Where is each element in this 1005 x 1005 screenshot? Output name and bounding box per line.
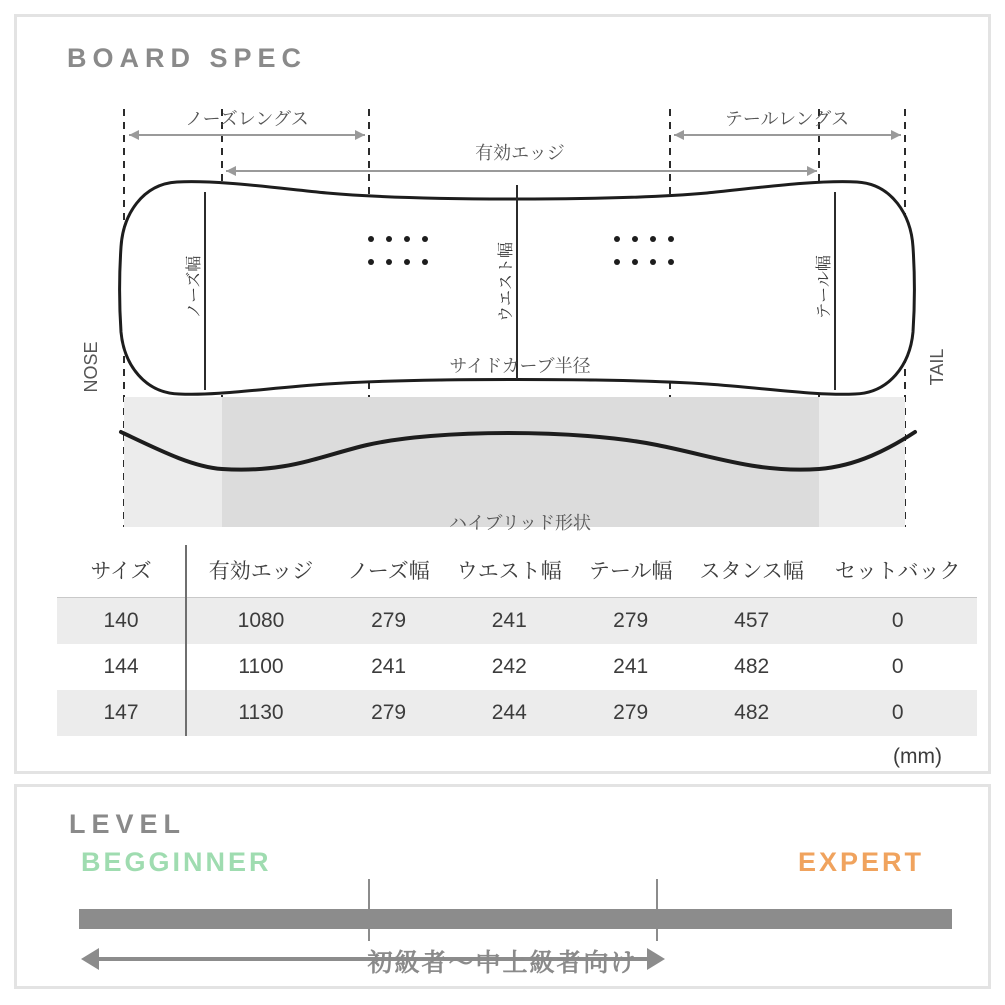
label-nose-width: ノーズ幅	[186, 255, 203, 319]
table-row	[57, 690, 977, 736]
cell-tail-width: 241	[613, 655, 649, 678]
th-nose-width: ノーズ幅	[335, 545, 442, 598]
board-spec-panel	[14, 14, 991, 774]
th-effective-edge: 有効エッジ	[186, 545, 335, 598]
level-caption: 初級者～中上級者向け	[367, 949, 638, 977]
cell-setback: 0	[818, 690, 977, 736]
label-effective-edge: 有効エッジ	[475, 143, 565, 163]
cell-stance-width: 482	[685, 690, 818, 736]
level-expert-label: EXPERT	[797, 847, 924, 877]
label-tail-length: テールレングス	[724, 109, 850, 129]
cell-waist-width: 241	[442, 598, 576, 645]
th-waist-width: ウエスト幅	[442, 545, 576, 598]
cell-size: 147	[57, 690, 186, 736]
label-tail: TAIL	[927, 348, 947, 386]
label-waist-width: ウエスト幅	[498, 241, 515, 323]
table-header-row	[57, 545, 977, 598]
th-size: サイズ	[57, 545, 186, 598]
cell-setback: 0	[891, 655, 904, 678]
cell-nose-width: 241	[371, 655, 407, 678]
level-section-title: LEVEL	[69, 809, 187, 839]
cell-size: 140	[57, 598, 186, 645]
cell-waist-width: 242	[491, 655, 527, 678]
level-beginner-label: BEGGINNER	[81, 847, 272, 877]
cell-nose-width: 279	[335, 690, 442, 736]
cell-effective-edge: 1130	[186, 690, 335, 736]
spec-section-title: BOARD SPEC	[67, 43, 308, 73]
unit-label: (mm)	[893, 745, 942, 768]
label-sidecut-radius: サイドカーブ半径	[449, 356, 591, 376]
cell-stance-width: 482	[734, 655, 770, 678]
label-nose-length: ノーズレングス	[185, 109, 309, 129]
spec-table	[57, 545, 977, 736]
cell-waist-width: 244	[442, 690, 576, 736]
label-nose: NOSE	[81, 341, 101, 393]
level-panel	[14, 784, 991, 989]
cell-effective-edge: 1100	[186, 644, 335, 690]
cell-nose-width: 279	[335, 598, 442, 645]
cell-tail-width: 279	[576, 598, 685, 645]
cell-effective-edge: 1080	[186, 598, 335, 645]
table-row	[57, 644, 977, 690]
th-tail-width: テール幅	[576, 545, 685, 598]
label-hybrid-shape: ハイブリッド形状	[448, 513, 592, 533]
cell-tail-width: 279	[576, 690, 685, 736]
th-stance-width: スタンス幅	[685, 545, 818, 598]
cell-setback: 0	[818, 598, 977, 645]
cell-stance-width: 457	[685, 598, 818, 645]
label-tail-width: テール幅	[816, 255, 833, 319]
board-diagram	[17, 87, 988, 537]
th-setback: セットバック	[818, 545, 977, 598]
table-row	[57, 598, 977, 645]
cell-size: 144	[103, 655, 139, 678]
